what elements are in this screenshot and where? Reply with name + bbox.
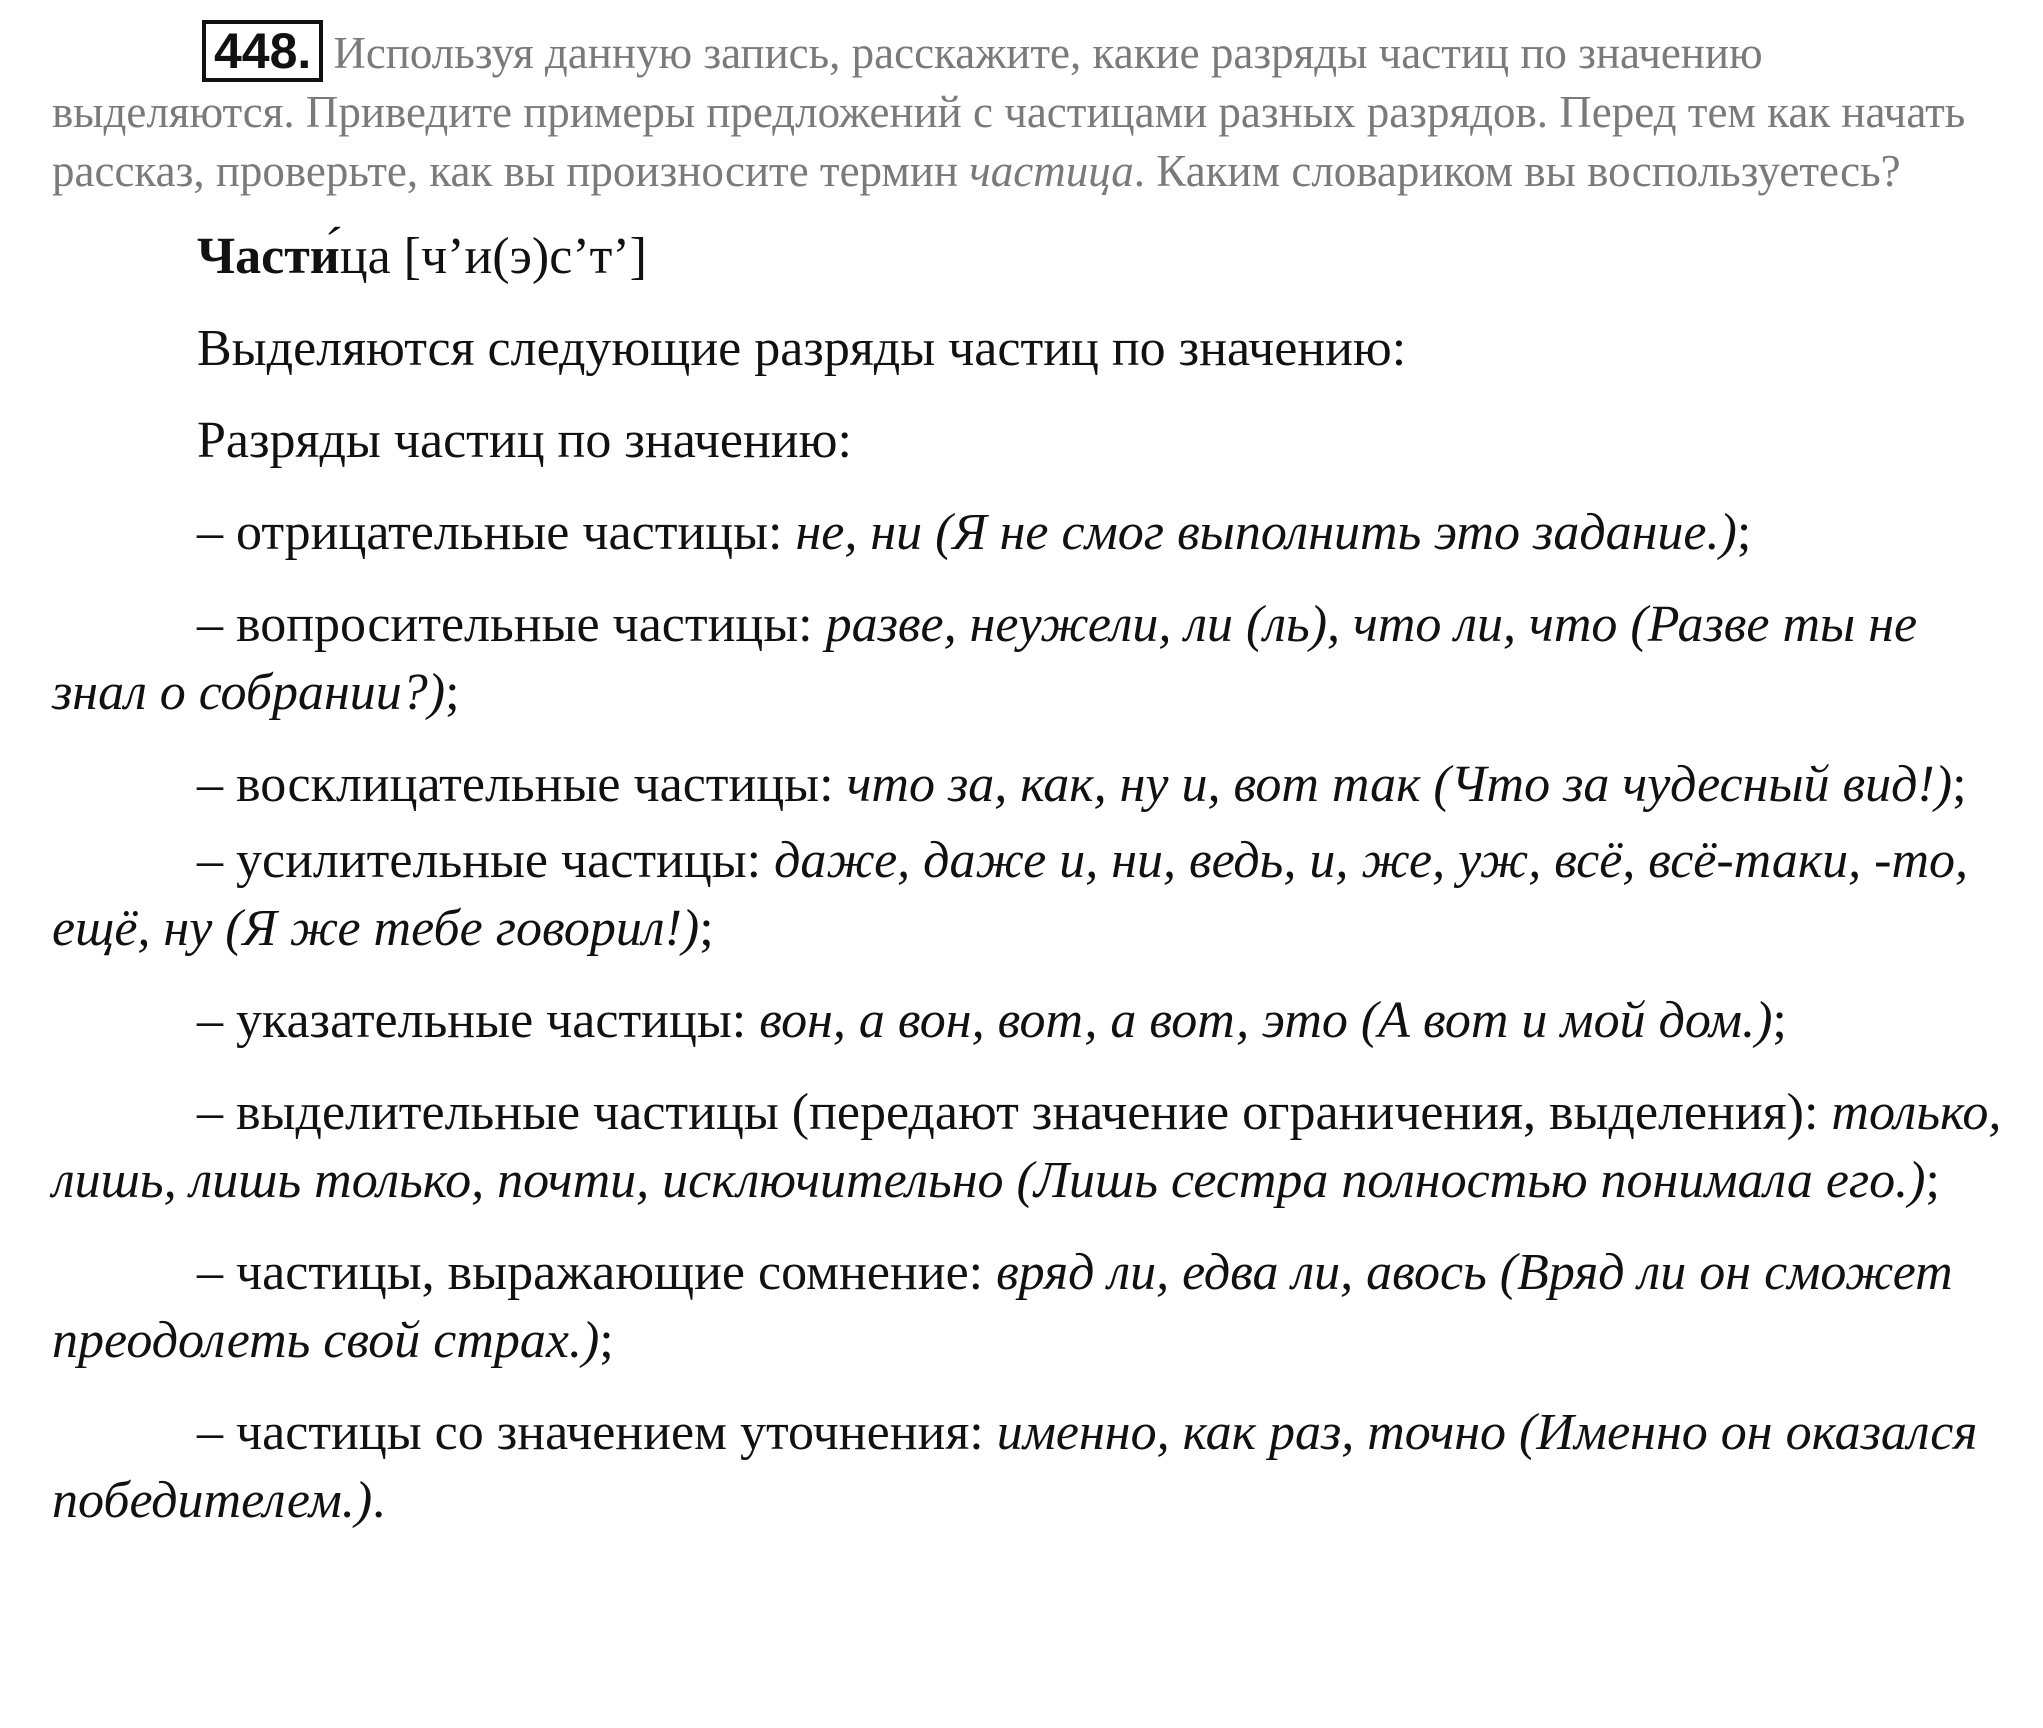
category-end: ; [1772,992,1787,1049]
category-end: ; [699,900,714,957]
category-examples: не, ни (Я не смог выполнить это задание.) [795,504,1737,561]
category-examples: именно, как раз, точно (Именно он оказался победителем.) [52,1404,1978,1529]
category-label: – усилительные частицы: [197,832,775,889]
category-label: – указательные частицы: [197,992,760,1049]
intro-line-1: Выделяются следующие разряды частиц по значению: [197,320,1407,377]
category-clarifying [52,1399,2007,1535]
instruction-text-part1: Используя данную запись, расскажите, какие разряды частиц по значению выделяются. Приведите примеры предложений с частицами разных разрядов. Перед тем как начать рассказ, проверьте, как вы произносите термин [52,28,1966,196]
category-label: – выделительные частицы (передают значение ограничения, выделения): [197,1084,1832,1141]
category-interrogative [52,591,2007,727]
exercise-number: 448. [202,20,323,82]
category-examples: вряд ли, едва ли, авось (Вряд ли он сможет преодолеть свой страх.) [52,1244,1953,1369]
category-negative [52,499,2007,567]
category-label: – частицы, выражающие сомнение: [197,1244,997,1301]
category-examples: вон, а вон, вот, а вот, это (А вот и мой дом.) [759,992,1773,1049]
category-intensifying [52,827,2007,963]
category-label: – восклицательные частицы: [197,756,847,813]
category-end: ; [1925,1152,1940,1209]
category-doubt [52,1239,2007,1375]
category-end: ; [599,1312,614,1369]
category-examples: разве, неужели, ли (ль), что ли, что (Разве ты не знал о собрании?) [52,596,1918,721]
category-examples: только, лишь, лишь только, почти, исключительно (Лишь сестра полностью понимала его.) [52,1084,2002,1209]
category-end: ; [1736,504,1752,561]
category-end: ; [445,664,460,721]
term-word-bold: Части [197,228,340,285]
category-end: ; [1952,756,1967,813]
term-transcription [52,223,2007,291]
instruction-text-part2: . Каким словариком вы воспользуетесь? [1133,146,1901,196]
term-phonetic: [ч’и(э)с’т’] [390,228,647,285]
category-label: – отрицательные частицы: [197,504,796,561]
category-demonstrative [52,987,2007,1055]
category-end: . [372,1472,386,1529]
term-word-rest: ца [339,228,391,285]
instruction-term: частица [969,146,1134,196]
category-examples: что за, как, ну и, вот так (Что за чудесный вид!) [846,756,1953,813]
category-examples: даже, даже и, ни, ведь, и, же, уж, всё, всё-таки, -то, ещё, ну (Я же тебе говорил!) [52,832,1969,957]
textbook-page [52,20,2007,1535]
category-label: – вопросительные частицы: [197,596,826,653]
exercise-instruction [52,20,2007,201]
category-exclamatory [52,751,2007,819]
category-restrictive [52,1079,2007,1215]
intro-line-2: Разряды частиц по значению: [197,412,852,469]
category-label: – частицы со значением уточнения: [197,1404,997,1461]
